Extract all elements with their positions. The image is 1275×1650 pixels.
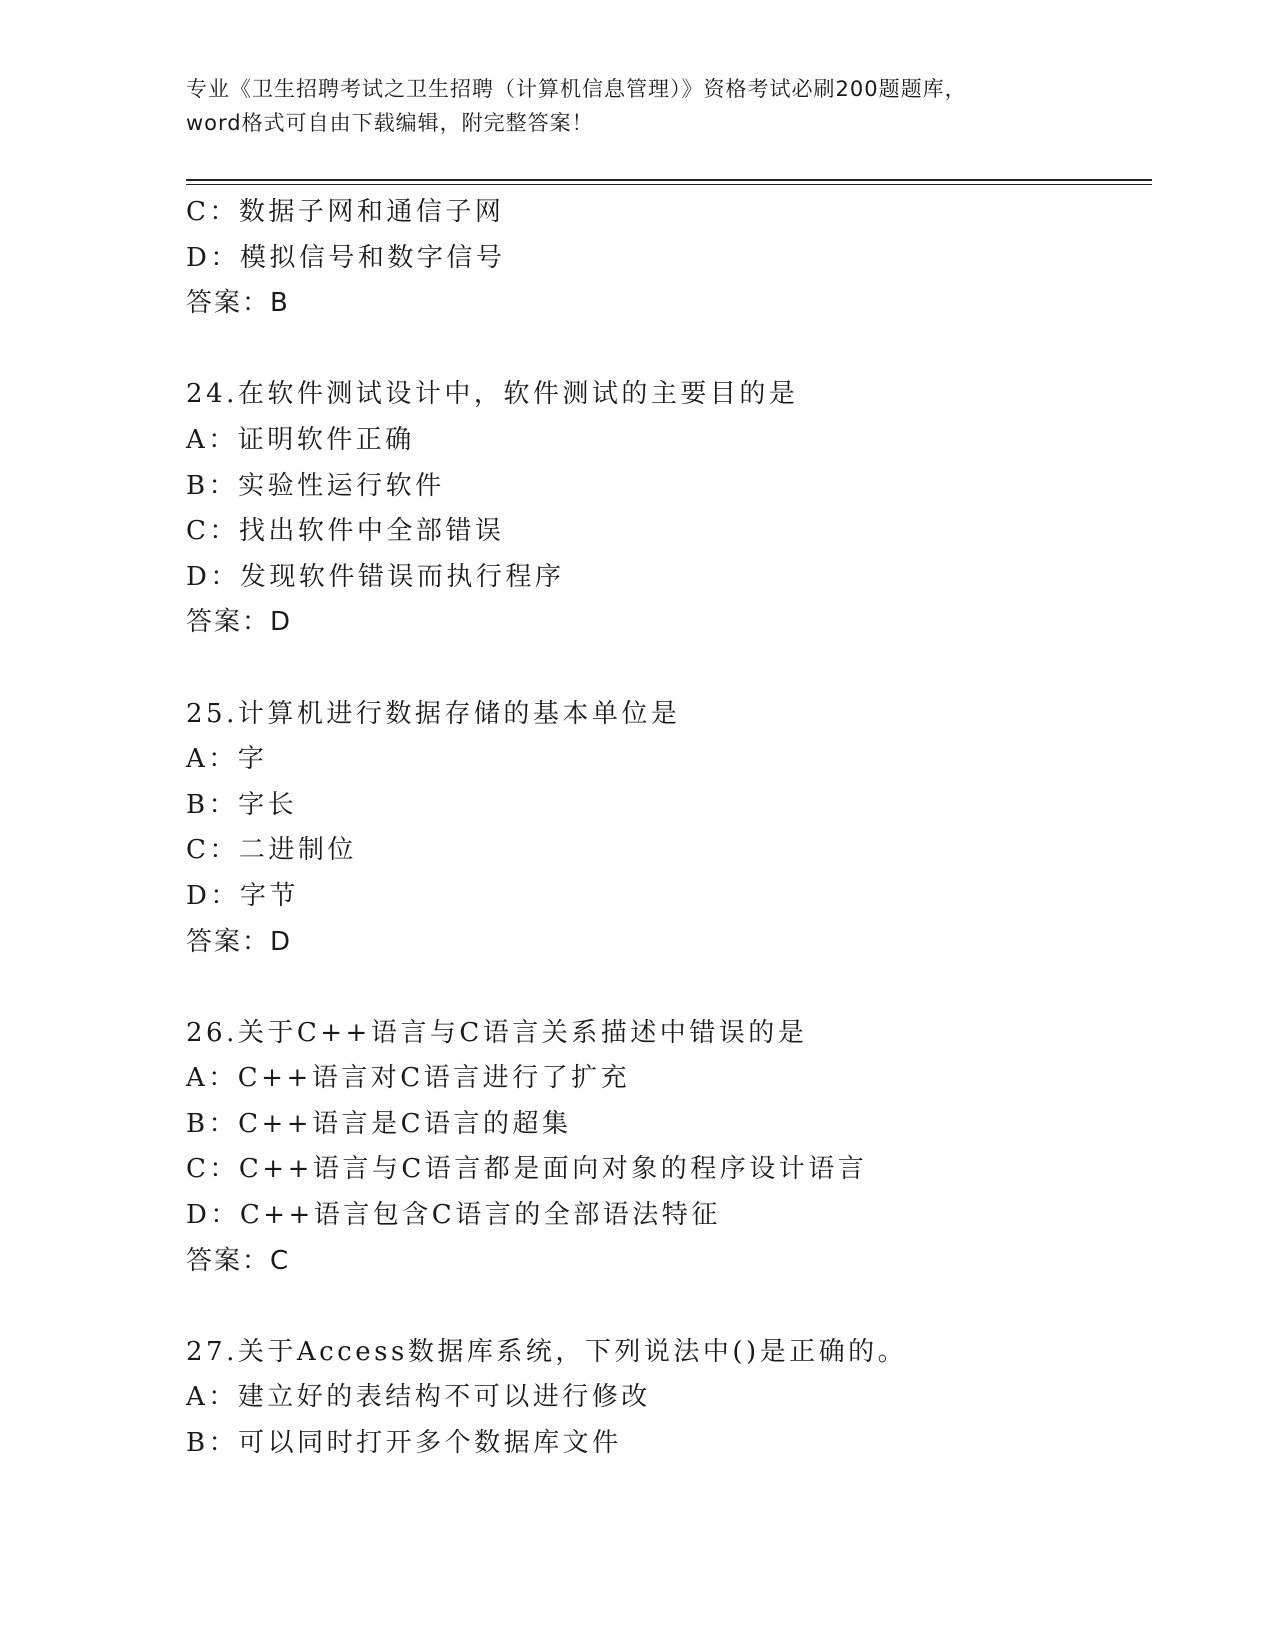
header-title-line-1: 专业《卫生招聘考试之卫生招聘（计算机信息管理）》资格考试必刷200题题库， — [186, 77, 967, 101]
option-b: B：实验性运行软件 — [186, 470, 445, 501]
question-25 — [186, 692, 1146, 966]
spacer — [186, 1284, 1146, 1330]
answer-line: 答案：C — [186, 1245, 291, 1276]
option-b: B：C++语言是C语言的超集 — [186, 1108, 572, 1139]
answer-line: 答案：D — [186, 607, 293, 638]
answer-line: 答案：B — [186, 288, 290, 319]
option-c: C：数据子网和通信子网 — [186, 197, 505, 227]
spacer — [186, 327, 1146, 373]
header-divider-thin — [186, 184, 1152, 185]
answer-line: 答案：D — [186, 926, 293, 957]
document-header — [186, 72, 1086, 140]
spacer — [186, 965, 1146, 1011]
header-divider-thick — [186, 179, 1152, 181]
option-b: B：可以同时打开多个数据库文件 — [186, 1428, 622, 1459]
option-b: B：字长 — [186, 789, 298, 820]
header-title-line-2: word格式可自由下载编辑，附完整答案！ — [186, 111, 594, 135]
option-a: A：证明软件正确 — [186, 424, 415, 455]
option-c: C：找出软件中全部错误 — [186, 516, 505, 547]
option-c: C：二进制位 — [186, 835, 357, 866]
question-27 — [186, 1330, 1146, 1467]
option-a: A：建立好的表结构不可以进行修改 — [186, 1382, 651, 1413]
option-c: C：C++语言与C语言都是面向对象的程序设计语言 — [186, 1154, 868, 1185]
question-26 — [186, 1011, 1146, 1285]
question-text: 27.关于Access数据库系统，下列说法中()是正确的。 — [186, 1336, 908, 1367]
option-d: D：字节 — [186, 880, 299, 911]
option-a: A：C++语言对C语言进行了扩充 — [186, 1063, 631, 1094]
question-24 — [186, 372, 1146, 646]
option-d: D：模拟信号和数字信号 — [186, 242, 506, 273]
spacer — [186, 646, 1146, 692]
option-d: D：发现软件错误而执行程序 — [186, 561, 565, 592]
option-a: A：字 — [186, 744, 268, 775]
question-list — [186, 190, 1146, 1467]
question-text: 26.关于C++语言与C语言关系描述中错误的是 — [186, 1017, 808, 1048]
question-text: 24.在软件测试设计中，软件测试的主要目的是 — [186, 379, 799, 410]
option-d: D：C++语言包含C语言的全部语法特征 — [186, 1200, 721, 1231]
question-23-tail — [186, 190, 1146, 327]
question-text: 25.计算机进行数据存储的基本单位是 — [186, 698, 681, 729]
